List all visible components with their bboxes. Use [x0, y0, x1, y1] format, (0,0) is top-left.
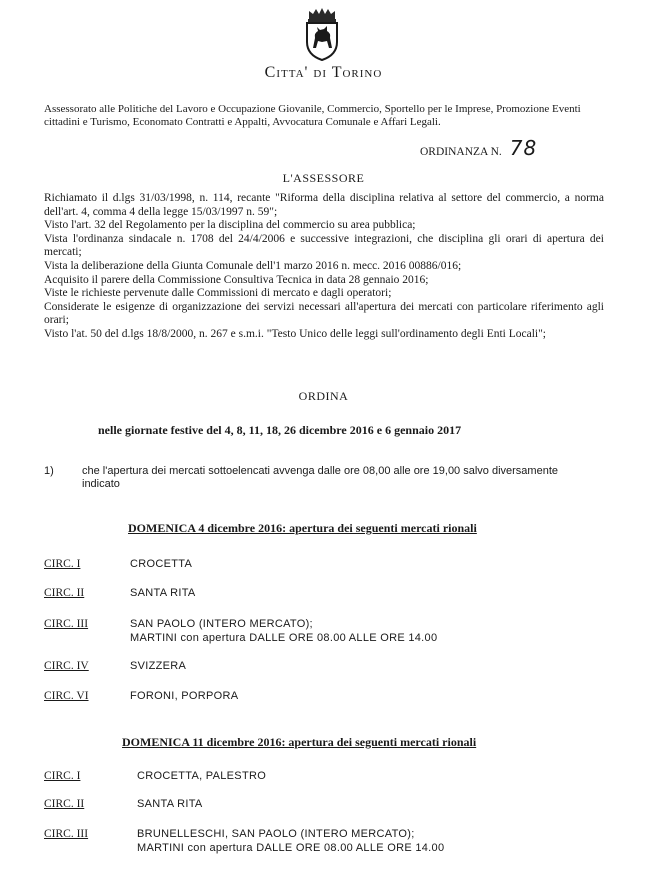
consideration-item: Richiamato il d.lgs 31/03/1998, n. 114, recante "Riforma della disciplina relativa al settore del commercio, a norma dell'art. 4, comma 4 della legge 15/03/1997 n. 59";: [44, 192, 604, 218]
circ-row: [44, 827, 604, 855]
circ-label: CIRC. I: [44, 770, 81, 782]
section-heading-december-4: DOMENICA 4 dicembre 2016: apertura dei seguenti mercati rionali: [128, 521, 477, 535]
consideration-item: Vista la deliberazione della Giunta Comunale dell'1 marzo 2016 n. mecc. 2016 00886/016;: [44, 259, 462, 272]
market-list: [137, 797, 203, 811]
market-list: [137, 827, 444, 855]
consideration-item: Acquisito il parere della Commissione Consultiva Tecnica in data 28 gennaio 2016;: [44, 273, 429, 286]
point-1: [44, 465, 584, 491]
section-heading-december-11: DOMENICA 11 dicembre 2016: apertura dei seguenti mercati rionali: [122, 735, 477, 749]
consideration-item: Viste le richieste pervenute dalle Commissioni di mercato e dagli operatori;: [44, 287, 392, 300]
consideration-item: Considerate le esigenze di organizzazione dei servizi necessari all'apertura dei mercati con particolare riferimento agli orari;: [44, 300, 604, 327]
consideration-item: Visto l'art. 32 del Regolamento per la disciplina del commercio su area pubblica;: [44, 219, 416, 232]
ordinanza-number-line: [420, 136, 538, 160]
circ-label: CIRC. III: [44, 618, 89, 630]
market-entry: SAN PAOLO (INTERO MERCATO);: [130, 618, 313, 630]
ordinanza-label: ORDINANZA N.: [420, 146, 502, 158]
market-entry: BRUNELLESCHI, SAN PAOLO (INTERO MERCATO);: [137, 828, 415, 840]
market-entry: MARTINI con apertura DALLE ORE 08.00 ALLE ORE 14.00: [130, 632, 438, 644]
ordina-heading: ORDINA: [298, 389, 349, 403]
city-coat-of-arms-icon: [300, 6, 344, 62]
circ-label: CIRC. II: [44, 798, 85, 810]
market-entry: FORONI, PORPORA: [130, 690, 239, 702]
market-entry: SANTA RITA: [130, 587, 196, 599]
market-entry: SVIZZERA: [130, 660, 187, 672]
circ-label: CIRC. VI: [44, 690, 89, 702]
point-text: che l'apertura dei mercati sottoelencati avvenga dalle ore 08,00 alle ore 19,00 salvo diversamente indicato: [82, 465, 558, 490]
market-list: [130, 557, 192, 571]
festive-dates-line: nelle giornate festive del 4, 8, 11, 18, 26 dicembre 2016 e 6 gennaio 2017: [98, 423, 462, 437]
market-list: [130, 659, 186, 673]
circ-label: CIRC. IV: [44, 660, 89, 672]
circ-row: [44, 689, 604, 703]
point-marker: 1): [44, 465, 54, 477]
market-list: [137, 769, 266, 783]
city-title: Citta' di Torino: [264, 64, 383, 81]
market-list: [130, 617, 437, 645]
consideration-item: Visto l'at. 50 del d.lgs 18/8/2000, n. 267 e s.m.i. "Testo Unico delle leggi sull'ordinamento degli Enti Locali";: [44, 327, 546, 340]
circ-row: [44, 659, 604, 673]
circ-row: [44, 769, 604, 783]
circ-label: CIRC. I: [44, 558, 81, 570]
circ-label: CIRC. III: [44, 828, 89, 840]
market-entry: MARTINI con apertura DALLE ORE 08.00 ALLE ORE 14.00: [137, 842, 445, 854]
market-list: [130, 586, 196, 600]
market-entry: CROCETTA, PALESTRO: [137, 770, 267, 782]
assessore-heading: L'ASSESSORE: [282, 171, 365, 185]
market-entry: SANTA RITA: [137, 798, 203, 810]
circ-row: [44, 617, 604, 645]
consideration-item: Vista l'ordinanza sindacale n. 1708 del 24/4/2006 e successive integrazioni, che disciplina gli orari di apertura dei mercati;: [44, 232, 604, 259]
market-entry: CROCETTA: [130, 558, 193, 570]
considerations-block: [44, 192, 604, 342]
circ-row: [44, 586, 604, 600]
ordinanza-handwritten-number: 78: [509, 136, 538, 160]
market-list: [130, 689, 238, 703]
circ-row: [44, 797, 604, 811]
department-description: Assessorato alle Politiche del Lavoro e Occupazione Giovanile, Commercio, Sportello per le Imprese, Promozione Eventi cittadini e Turismo, Economato Contratti e Appalti, Avvocatura Comunale e Affari Legali.: [44, 103, 581, 128]
circ-row: [44, 557, 604, 571]
circ-label: CIRC. II: [44, 587, 85, 599]
